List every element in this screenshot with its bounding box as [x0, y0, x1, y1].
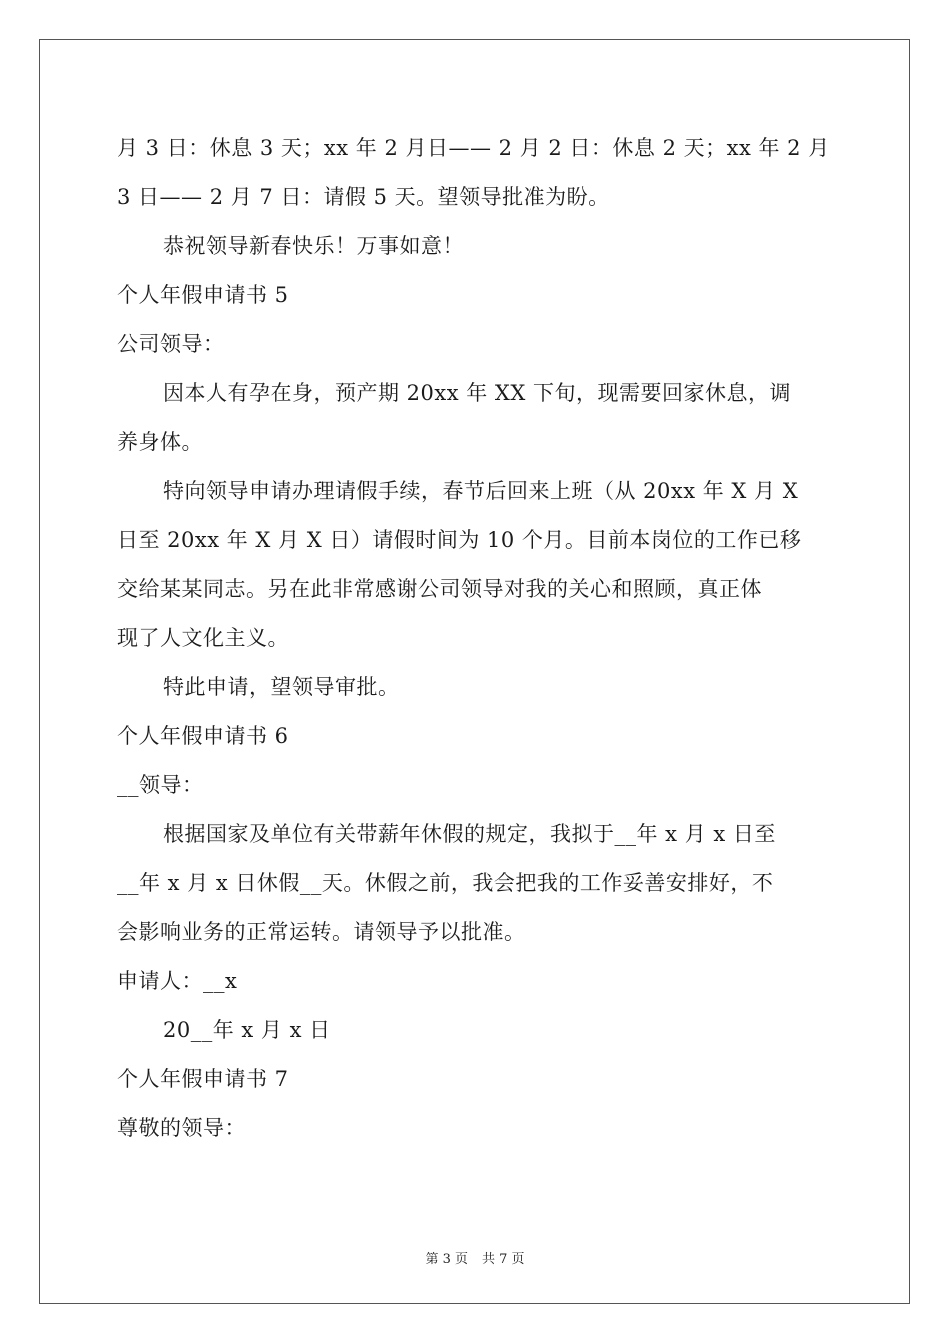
page-footer [0, 1248, 950, 1267]
paragraph-line: 日至 20xx 年 X 月 X 日）请假时间为 10 个月。目前本岗位的工作已移 [117, 528, 802, 552]
paragraph-line: 会影响业务的正常运转。请领导予以批准。 [117, 920, 526, 944]
paragraph-line: 现了人文化主义。 [117, 626, 289, 650]
salutation: __领导： [117, 773, 204, 797]
closing-greeting: 恭祝领导新春快乐！万事如意！ [163, 234, 464, 258]
document-body [117, 124, 835, 1153]
paragraph-line: 养身体。 [117, 430, 203, 454]
body-line: 月 3 日：休息 3 天；xx 年 2 月日—— 2 月 2 日：休息 2 天；xx 年 2 月 [117, 136, 830, 160]
salutation: 尊敬的领导： [117, 1116, 246, 1140]
date-line: 20__年 x 月 x 日 [163, 1018, 331, 1042]
section-heading: 个人年假申请书 6 [117, 724, 289, 748]
body-line: 3 日—— 2 月 7 日：请假 5 天。望领导批准为盼。 [117, 185, 610, 209]
applicant-line: 申请人：__x [117, 969, 238, 993]
paragraph-line: 根据国家及单位有关带薪年休假的规定，我拟于__年 x 月 x 日至 [163, 822, 776, 846]
section-heading: 个人年假申请书 7 [117, 1067, 289, 1091]
page-number: 第 3 页 [425, 1252, 468, 1267]
paragraph-line: 交给某某同志。另在此非常感谢公司领导对我的关心和照顾，真正体 [117, 577, 762, 601]
page-total: 共 7 页 [482, 1252, 525, 1267]
paragraph-line: 特此申请，望领导审批。 [163, 675, 400, 699]
section-heading: 个人年假申请书 5 [117, 283, 289, 307]
salutation: 公司领导： [117, 332, 225, 356]
paragraph-line: 特向领导申请办理请假手续，春节后回来上班（从 20xx 年 X 月 X [163, 479, 799, 503]
paragraph-line: __年 x 月 x 日休假__天。休假之前，我会把我的工作妥善安排好，不 [117, 871, 774, 895]
paragraph-line: 因本人有孕在身，预产期 20xx 年 XX 下旬，现需要回家休息，调 [163, 381, 792, 405]
